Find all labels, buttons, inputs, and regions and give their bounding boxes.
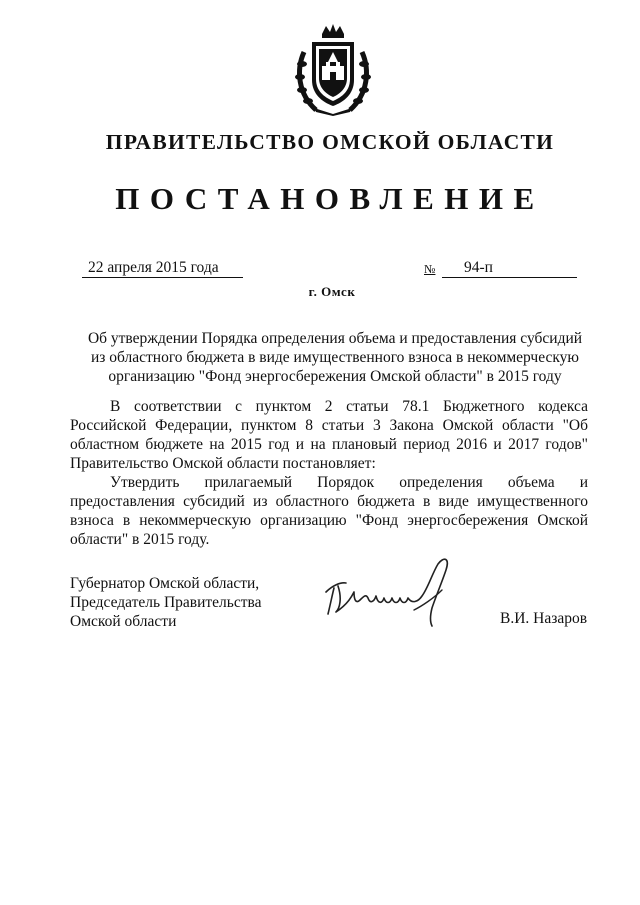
number-label	[424, 260, 435, 278]
document-number: 94-п	[442, 259, 577, 278]
body-paragraph: В соответствии с пунктом 2 статьи 78.1 Бюджетного кодекса Российской Федерации, пунктом 8 статьи 3 Закона Омской области "Об областном бюджете на 2015 год и на плановый период 2016 и 2017 годов" Правительство Омской области постановляет:	[70, 398, 588, 472]
coat-of-arms-icon	[292, 22, 374, 116]
document-date: 22 апреля 2015 года	[82, 259, 243, 278]
signer-position-line: Губернатор Омской области,	[70, 575, 260, 592]
document-subject	[70, 329, 600, 386]
signer-name: В.И. Назаров	[500, 610, 588, 627]
subject-line: из областного бюджета в виде имущественного взноса в некоммерческую	[90, 349, 580, 366]
signer-position	[70, 574, 262, 631]
government-title: ПРАВИТЕЛЬСТВО ОМСКОЙ ОБЛАСТИ	[105, 130, 555, 154]
signer-position-line: Омской области	[70, 613, 177, 630]
document-type: ПОСТАНОВЛЕНИЕ	[115, 181, 545, 216]
city: г. Омск	[308, 284, 356, 299]
document-body	[70, 397, 588, 549]
subject-line: организацию "Фонд энергосбережения Омской области" в 2015 году	[108, 368, 562, 385]
number-sign: №	[424, 262, 436, 276]
body-paragraph: Утвердить прилагаемый Порядок определения объема и предоставления субсидий из областного бюджета в виде имущественного взноса в некоммерческую организацию "Фонд энергосбережения Омской области" в 2015 году.	[70, 474, 588, 548]
signer-position-line: Председатель Правительства	[70, 594, 262, 611]
subject-line: Об утверждении Порядка определения объема и предоставления субсидий	[87, 330, 583, 347]
handwritten-signature	[318, 552, 466, 632]
